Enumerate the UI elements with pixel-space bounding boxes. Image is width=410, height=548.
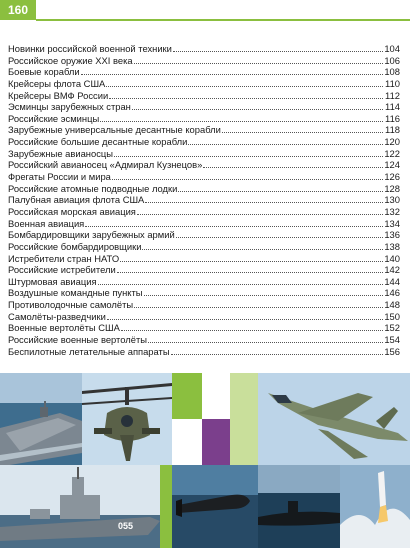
toc-entry-page: 156 <box>384 345 400 357</box>
toc-entry-page: 106 <box>384 54 400 66</box>
toc-entry-page: 124 <box>384 159 400 171</box>
toc-leader-dots <box>178 183 383 192</box>
toc-entry <box>8 55 400 67</box>
toc-leader-dots <box>144 287 383 296</box>
header-rule <box>36 19 410 21</box>
toc-leader-dots <box>142 241 383 250</box>
fighter-jet-photo <box>258 373 410 465</box>
toc-entry-page: 110 <box>385 77 400 89</box>
toc-entry-page: 154 <box>384 334 400 346</box>
missile-launch-photo <box>340 465 410 548</box>
toc-entry-page: 138 <box>384 240 400 252</box>
toc-entry-title: Военная авиация <box>8 217 85 229</box>
toc-entry-title: Российское оружие XXI века <box>8 54 133 66</box>
toc-entry-page: 132 <box>384 205 400 217</box>
toc-entry <box>8 66 400 78</box>
toc-entry-title: Российские атомные подводные лодки <box>8 182 178 194</box>
color-block-white <box>172 419 202 465</box>
toc-entry-page: 140 <box>384 252 400 264</box>
toc-leader-dots <box>114 148 383 157</box>
toc-entry-page: 142 <box>384 264 400 276</box>
toc-entry <box>8 136 400 148</box>
hull-number: 055 <box>118 521 134 531</box>
toc-entry-page: 134 <box>384 217 400 229</box>
toc-entry <box>8 311 400 323</box>
submarine-photo <box>258 465 340 548</box>
toc-entry-title: Российская морская авиация <box>8 205 136 217</box>
toc-entry <box>8 90 400 102</box>
toc-leader-dots <box>134 299 383 308</box>
toc-entry-page: 116 <box>385 112 400 124</box>
toc-entry <box>8 159 400 171</box>
toc-entry-title: Фрегаты России и мира <box>8 171 111 183</box>
toc-leader-dots <box>173 43 383 52</box>
toc-entry <box>8 346 400 358</box>
toc-entry-title: Зарубежные авианосцы <box>8 147 113 159</box>
toc-entry-page: 152 <box>384 322 400 334</box>
toc-entry-title: Российские большие десантные корабли <box>8 136 188 148</box>
toc-entry-page: 126 <box>384 171 400 183</box>
toc-entry-page: 122 <box>384 147 400 159</box>
toc-entry <box>8 322 400 334</box>
toc-leader-dots <box>188 136 383 145</box>
color-block-purple <box>202 419 230 465</box>
toc-entry <box>8 218 400 230</box>
page-number: 160 <box>0 0 36 20</box>
toc-leader-dots <box>132 101 383 110</box>
toc-leader-dots <box>117 264 383 273</box>
toc-entry-title: Боевые корабли <box>8 66 80 78</box>
toc-entry <box>8 124 400 136</box>
toc-entry-title: Бомбардировщики зарубежных армий <box>8 229 175 241</box>
toc-leader-dots <box>222 124 383 133</box>
color-block-light-green <box>230 373 258 465</box>
toc-entry <box>8 101 400 113</box>
toc-entry-page: 112 <box>385 89 400 101</box>
aircraft-carrier-photo <box>0 373 82 465</box>
toc-leader-dots <box>107 311 383 320</box>
toc-entry-title: Палубная авиация флота США <box>8 194 145 206</box>
toc-entry <box>8 241 400 253</box>
color-block-green <box>172 373 202 419</box>
toc-entry-page: 136 <box>384 229 400 241</box>
toc-entry-page: 128 <box>384 182 400 194</box>
toc-leader-dots <box>98 276 383 285</box>
toc-entry-title: Беспилотные летательные аппараты <box>8 345 170 357</box>
toc-leader-dots <box>100 113 383 122</box>
photo-strip-top <box>0 373 410 465</box>
toc-leader-dots <box>81 66 383 75</box>
toc-entry <box>8 148 400 160</box>
toc-leader-dots <box>112 171 383 180</box>
toc-entry-page: 118 <box>385 124 400 136</box>
toc-leader-dots <box>106 78 383 87</box>
toc-leader-dots <box>134 55 383 64</box>
toc-entry-title: Российские истребители <box>8 264 116 276</box>
toc-entry <box>8 253 400 265</box>
toc-entry <box>8 276 400 288</box>
toc-entry <box>8 171 400 183</box>
toc-leader-dots <box>176 229 383 238</box>
toc-entry-title: Истребители стран НАТО <box>8 252 120 264</box>
table-of-contents <box>8 43 400 357</box>
cruiser-photo <box>0 465 160 548</box>
toc-entry <box>8 194 400 206</box>
toc-entry-title: Крейсеры флота США <box>8 77 106 89</box>
toc-entry <box>8 113 400 125</box>
toc-entry <box>8 334 400 346</box>
toc-entry-title: Эсминцы зарубежных стран <box>8 101 131 113</box>
attack-helicopter-photo <box>82 373 172 465</box>
toc-entry-title: Воздушные командные пункты <box>8 287 143 299</box>
photo-strip-bottom <box>0 465 410 548</box>
toc-leader-dots <box>85 218 383 227</box>
toc-leader-dots <box>137 206 383 215</box>
color-block-white <box>202 373 230 419</box>
toc-entry-page: 150 <box>384 310 400 322</box>
toc-leader-dots <box>148 334 383 343</box>
toc-entry <box>8 206 400 218</box>
toc-entry-page: 146 <box>384 287 400 299</box>
toc-entry-title: Новинки российской военной техники <box>8 43 172 54</box>
toc-entry <box>8 299 400 311</box>
toc-entry-page: 144 <box>384 275 400 287</box>
toc-entry-title: Российский авианосец «Адмирал Кузнецов» <box>8 159 203 171</box>
toc-entry <box>8 78 400 90</box>
toc-leader-dots <box>121 322 383 331</box>
toc-entry-page: 148 <box>384 299 400 311</box>
toc-leader-dots <box>120 253 383 262</box>
toc-entry-title: Противолодочные самолёты <box>8 299 134 311</box>
toc-leader-dots <box>145 194 383 203</box>
toc-entry-title: Крейсеры ВМФ России <box>8 89 109 101</box>
toc-entry-title: Зарубежные универсальные десантные корабли <box>8 124 221 136</box>
toc-leader-dots <box>171 346 383 355</box>
color-block-green <box>160 465 172 548</box>
toc-entry-title: Российские эсминцы <box>8 112 100 124</box>
toc-entry <box>8 43 400 55</box>
toc-entry <box>8 183 400 195</box>
toc-leader-dots <box>109 90 383 99</box>
toc-entry-page: 104 <box>384 43 400 54</box>
toc-entry-page: 120 <box>384 136 400 148</box>
toc-entry-page: 130 <box>384 194 400 206</box>
toc-entry-title: Военные вертолёты США <box>8 322 120 334</box>
toc-entry <box>8 229 400 241</box>
toc-entry <box>8 287 400 299</box>
toc-entry-page: 108 <box>384 66 400 78</box>
toc-entry-title: Самолёты-разведчики <box>8 310 106 322</box>
toc-entry-title: Российские военные вертолёты <box>8 334 147 346</box>
toc-entry-title: Штурмовая авиация <box>8 275 97 287</box>
torpedo-photo <box>172 465 258 548</box>
toc-entry-title: Российские бомбардировщики <box>8 240 142 252</box>
toc-entry-page: 114 <box>385 101 400 113</box>
toc-leader-dots <box>203 159 383 168</box>
toc-entry <box>8 264 400 276</box>
